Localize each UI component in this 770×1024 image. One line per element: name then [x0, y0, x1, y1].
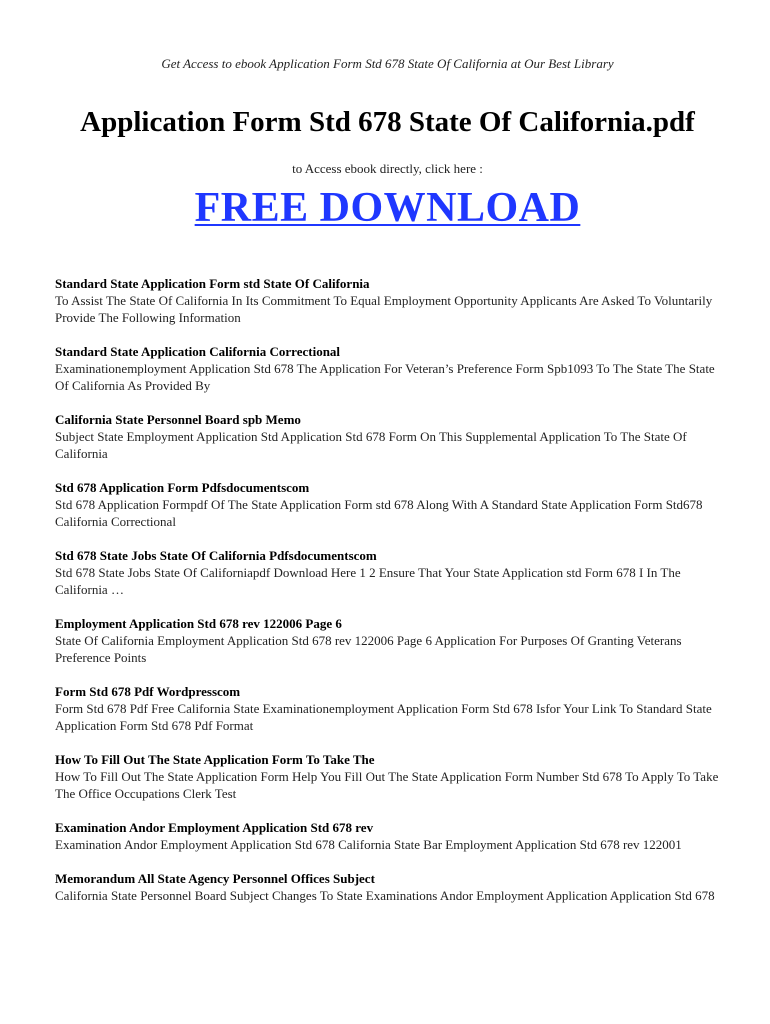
result-title: Std 678 Application Form Pdfsdocumentscom — [55, 480, 310, 495]
result-item — [55, 683, 720, 734]
header-banner: Get Access to ebook Application Form Std 678 State Of California at Our Best Library — [161, 56, 614, 71]
result-title: Standard State Application California Correctional — [55, 344, 341, 359]
document-title: Application Form Std 678 State Of California.pdf — [80, 106, 695, 138]
result-description: Std 678 Application Formpdf Of The State Application Form std 678 Along With A Standard State Application Form Std678 California Correctional — [55, 497, 703, 529]
result-item — [55, 411, 720, 462]
result-title: Memorandum All State Agency Personnel Offices Subject — [55, 871, 375, 886]
result-description: Form Std 678 Pdf Free California State Examinationemployment Application Form Std 678 Isfor Your Link To Standard State Application Form Std 678 Pdf Format — [55, 701, 712, 733]
result-description: Std 678 State Jobs State Of Californiapdf Download Here 1 2 Ensure That Your State Application std Form 678 I In The California … — [55, 565, 681, 597]
free-download-link[interactable]: FREE DOWNLOAD — [194, 185, 581, 231]
result-title: Std 678 State Jobs State Of California Pdfsdocumentscom — [55, 548, 377, 563]
result-description: Examinationemployment Application Std 678 The Application For Veteran’s Preference Form Spb1093 To The State The State Of California As Provided By — [55, 361, 715, 393]
result-title: Examination Andor Employment Application Std 678 rev — [55, 820, 374, 835]
result-description: Subject State Employment Application Std Application Std 678 Form On This Supplemental Application To The State Of California — [55, 429, 687, 461]
result-title: Standard State Application Form std State Of California — [55, 276, 370, 291]
result-item — [55, 479, 720, 530]
result-description: California State Personnel Board Subject Changes To State Examinations Andor Employment Application Application Std 678 — [55, 888, 715, 903]
result-title: Employment Application Std 678 rev 122006 Page 6 — [55, 616, 342, 631]
result-description: How To Fill Out The State Application Form Help You Fill Out The State Application Form Number Std 678 To Apply To Take The Office Occupations Clerk Test — [55, 769, 719, 801]
result-title: Form Std 678 Pdf Wordpresscom — [55, 684, 241, 699]
download-container — [55, 185, 720, 231]
result-item — [55, 547, 720, 598]
result-item — [55, 615, 720, 666]
result-description: State Of California Employment Application Std 678 rev 122006 Page 6 Application For Purposes Of Granting Veterans Preference Points — [55, 633, 682, 665]
result-description: Examination Andor Employment Application Std 678 California State Bar Employment Application Std 678 rev 122001 — [55, 837, 682, 852]
result-item — [55, 751, 720, 802]
result-title: California State Personnel Board spb Memo — [55, 412, 301, 427]
result-item — [55, 819, 720, 853]
result-item — [55, 343, 720, 394]
result-item — [55, 870, 720, 904]
result-description: To Assist The State Of California In Its Commitment To Equal Employment Opportunity Applicants Are Asked To Voluntarily Provide The Following Information — [55, 293, 713, 325]
access-instruction: to Access ebook directly, click here : — [292, 161, 483, 176]
result-title: How To Fill Out The State Application Form To Take The — [55, 752, 375, 767]
result-item — [55, 275, 720, 326]
results-list — [55, 275, 720, 904]
